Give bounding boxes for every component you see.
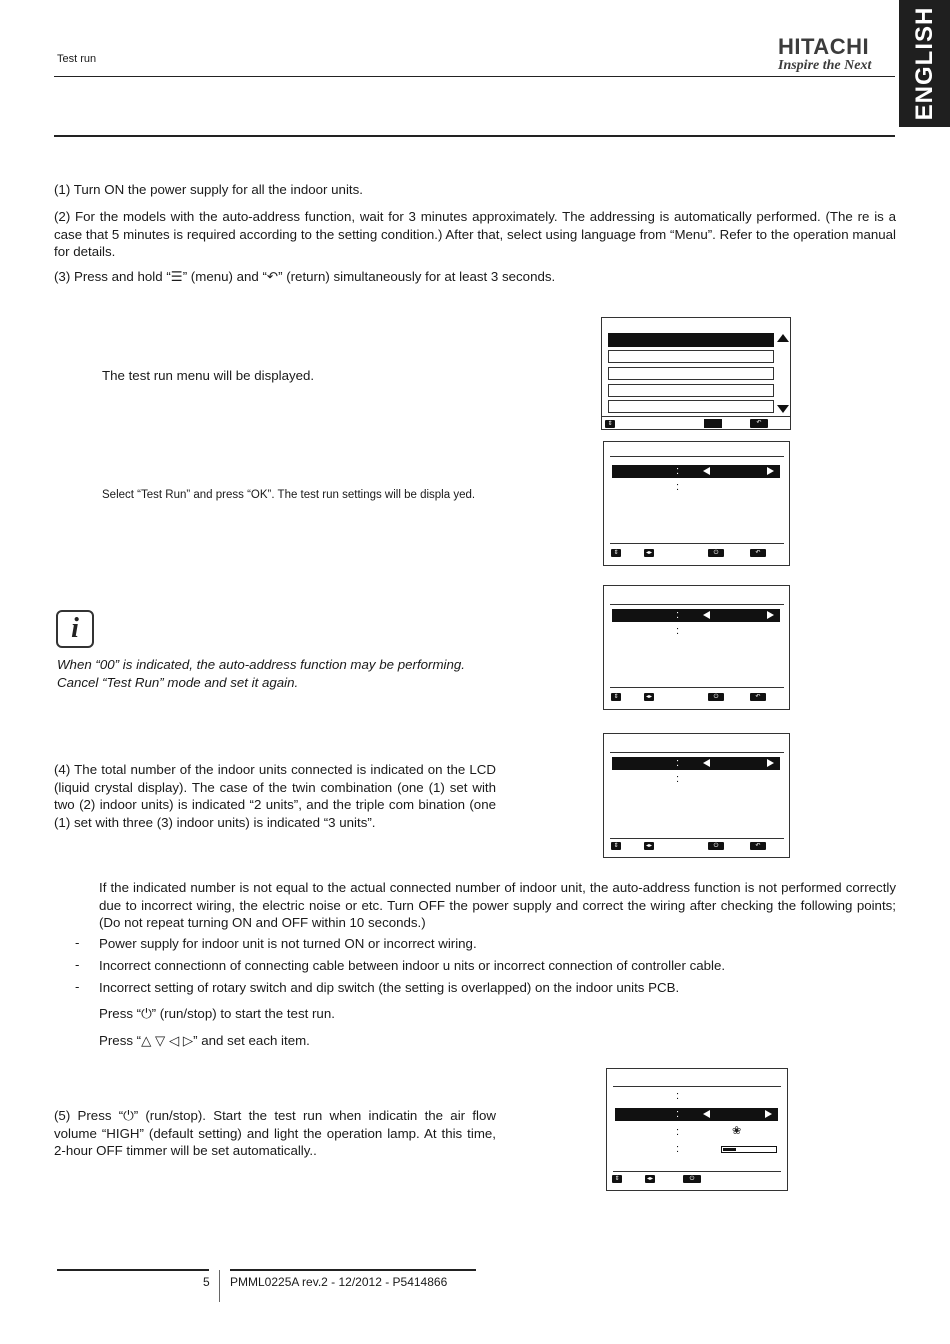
updown-icon: ⇕ xyxy=(611,549,621,557)
lcd-divider xyxy=(613,1171,781,1172)
right-arrow-icon xyxy=(767,467,774,475)
lcd-colon: : xyxy=(676,609,680,621)
document-id: PMML0225A rev.2 - 12/2012 - P5414866 xyxy=(230,1275,448,1289)
brand-tagline: Inspire the Next xyxy=(778,58,872,73)
press-arrows-note: Press “△ ▽ ◁ ▷” and set each item. xyxy=(99,1033,310,1048)
lcd-colon: : xyxy=(676,1108,680,1120)
lcd-menu-item xyxy=(608,400,774,413)
lcd-divider xyxy=(613,1086,781,1087)
updown-icon: ⇕ xyxy=(605,420,615,428)
lcd-test-run-settings xyxy=(603,441,790,566)
run-stop-icon: ⏻ xyxy=(683,1175,701,1183)
scroll-up-icon xyxy=(777,334,789,342)
brand-name: HITACHI xyxy=(778,34,870,59)
info-note: When “00” is indicated, the auto-address function may be performing. Cancel “Test Run” mode and set it again. xyxy=(57,657,465,690)
lcd-colon: : xyxy=(676,481,680,493)
return-icon: ↶ xyxy=(750,419,768,428)
lcd-colon: : xyxy=(676,757,680,769)
leftright-icon: ◂▸ xyxy=(645,550,653,556)
bullet-marker: - xyxy=(75,979,80,994)
fan-icon: ❀ xyxy=(732,1125,742,1137)
info-icon: i xyxy=(56,610,94,648)
footer-rule xyxy=(57,1269,209,1271)
lcd-test-running xyxy=(606,1068,788,1191)
section-title: Test run xyxy=(57,53,97,65)
lcd-test-menu xyxy=(601,317,791,430)
lcd-menu-item xyxy=(608,367,774,380)
right-arrow-icon xyxy=(765,1110,772,1118)
leftright-icon: ◂▸ xyxy=(646,1176,654,1182)
timer-progress-fill xyxy=(723,1148,736,1151)
header-rule-thick xyxy=(54,135,895,137)
step-1: (1) Turn ON the power supply for all the indoor units. xyxy=(54,182,363,197)
lcd-colon: : xyxy=(676,1090,680,1102)
lcd-test-run-settings-2 xyxy=(603,585,790,710)
hitachi-logo xyxy=(778,36,890,74)
lcd-colon: : xyxy=(676,1126,680,1138)
right-arrow-icon xyxy=(767,759,774,767)
lcd-menu-item xyxy=(608,350,774,363)
scroll-down-icon xyxy=(777,405,789,413)
leftright-icon: ◂▸ xyxy=(645,694,653,700)
bullet-marker: - xyxy=(75,957,80,972)
bullet-item: Power supply for indoor unit is not turned ON or incorrect wiring. xyxy=(99,936,477,951)
return-icon: ↶ xyxy=(750,842,766,850)
return-icon: ↶ xyxy=(750,693,766,701)
run-stop-icon: ⏻ xyxy=(708,842,724,850)
lcd-menu-selected-item xyxy=(608,333,774,347)
bullet-item: Incorrect connectionn of connecting cable between indoor u nits or incorrect connection of controller cable. xyxy=(99,958,726,973)
lcd-colon: : xyxy=(676,1143,680,1155)
lcd-colon: : xyxy=(676,625,680,637)
updown-icon: ⇕ xyxy=(611,693,621,701)
lcd-unit-count xyxy=(603,733,790,858)
lcd-selected-row xyxy=(612,609,780,622)
lcd-selected-row xyxy=(612,757,780,770)
lcd-divider xyxy=(602,416,790,417)
run-stop-icon: ⏻ xyxy=(708,549,724,557)
step-5: (5) Press “⏻” (run/stop). Start the test run when indicatin the air flow volume “HIGH” (default setting) and light the operation lamp. At this time, 2-hour OFF timmer will be set automatically.. xyxy=(54,1108,496,1158)
lcd-divider xyxy=(610,456,784,457)
mismatch-note: If the indicated number is not equal to the actual connected number of indoor unit, the auto-address function is not performed correctly due to incorrect wiring, the electric noise or etc. Turn OFF the power supply and correct the wiring after checking the following points; (Do not repeat turning ON and OFF within 10 seconds.) xyxy=(99,880,896,930)
press-run-note: Press “⏻” (run/stop) to start the test run. xyxy=(99,1006,335,1021)
left-arrow-icon xyxy=(703,759,710,767)
right-arrow-icon xyxy=(767,611,774,619)
run-stop-icon: ⏻ xyxy=(708,693,724,701)
left-arrow-icon xyxy=(703,467,710,475)
lcd-divider xyxy=(610,604,784,605)
lcd-colon: : xyxy=(676,773,680,785)
updown-icon: ⇕ xyxy=(611,842,621,850)
left-arrow-icon xyxy=(703,611,710,619)
test-menu-note: The test run menu will be displayed. xyxy=(102,368,315,383)
left-arrow-icon xyxy=(703,1110,710,1118)
lcd-selected-row xyxy=(615,1108,778,1121)
lcd-divider xyxy=(610,752,784,753)
step-4: (4) The total number of the indoor units connected is indicated on the LCD (liquid crystal display). The case of the twin combination (one (1) set with two (2) indoor units) is indicated “2 units”, and the triple com bination (one (1) set with three (3) indoor units) is indicated “3 units”. xyxy=(54,762,496,830)
bullet-item: Incorrect setting of rotary switch and dip switch (the setting is overlapped) on the indoor units PCB. xyxy=(99,980,680,995)
lcd-menu-item xyxy=(608,384,774,397)
lcd-selected-row xyxy=(612,465,780,478)
return-icon: ↶ xyxy=(750,549,766,557)
select-test-run-note: Select “Test Run” and press “OK”. The test run settings will be displa yed. xyxy=(102,489,476,501)
language-label: ENGLISH xyxy=(911,6,938,121)
timer-progress-bar xyxy=(721,1146,777,1153)
footer-rule xyxy=(230,1269,476,1271)
leftright-icon: ◂▸ xyxy=(645,843,653,849)
header-rule xyxy=(54,76,895,77)
footer-separator xyxy=(219,1270,220,1302)
language-tab xyxy=(899,0,950,127)
lcd-divider xyxy=(610,543,784,544)
step-2: (2) For the models with the auto-address function, wait for 3 minutes approximately. The addressing is automatically performed. (The re is a case that 5 minutes is required according to the setting condition.) After that, select using language from “Menu”. Refer to the operation manual for details. xyxy=(54,209,896,259)
lcd-divider xyxy=(610,838,784,839)
bullet-marker: - xyxy=(75,935,80,950)
lcd-colon: : xyxy=(676,465,680,477)
ok-key-indicator xyxy=(704,419,722,428)
lcd-divider xyxy=(610,687,784,688)
step-3: (3) Press and hold “☰” (menu) and “↶” (return) simultaneously for at least 3 seconds. xyxy=(54,269,556,284)
updown-icon: ⇕ xyxy=(612,1175,622,1183)
page-number: 5 xyxy=(203,1275,210,1289)
